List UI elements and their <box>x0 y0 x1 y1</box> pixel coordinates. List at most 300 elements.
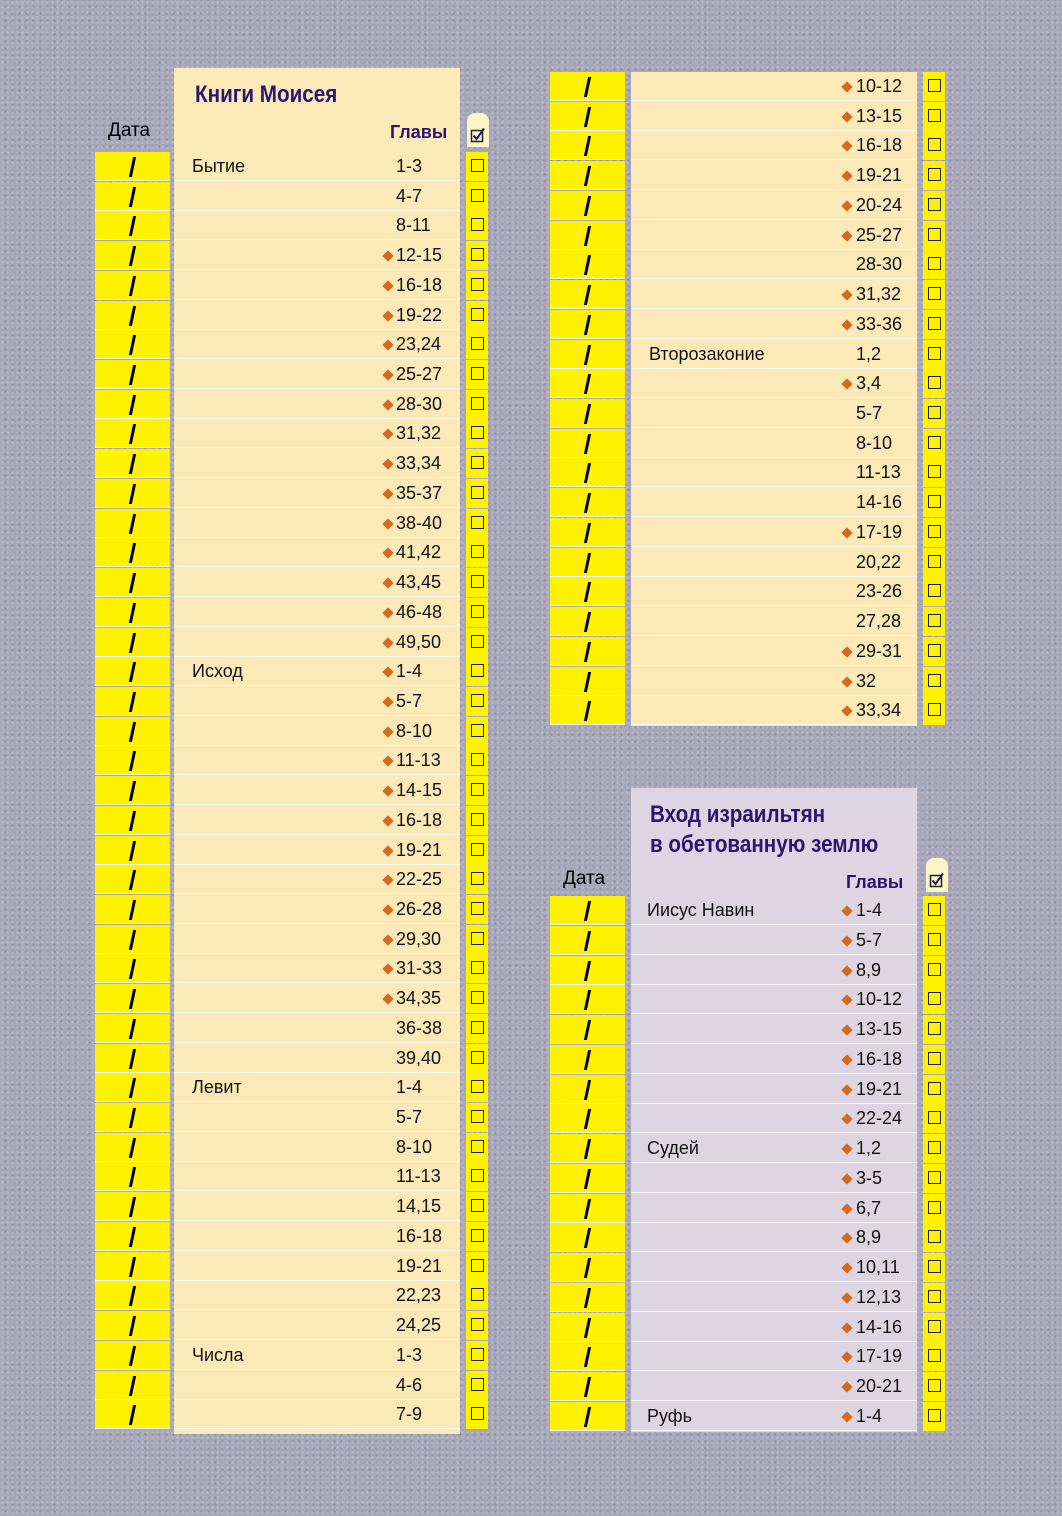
date-input[interactable] <box>95 865 170 894</box>
chapter-range: 8,9 <box>856 1227 882 1248</box>
table-row <box>550 607 945 636</box>
table-row <box>550 369 945 398</box>
date-input[interactable] <box>95 479 170 508</box>
date-input[interactable] <box>550 1134 625 1163</box>
read-checkbox[interactable] <box>923 1045 945 1074</box>
date-input[interactable] <box>95 984 170 1013</box>
book-name: Руфь <box>647 1405 692 1426</box>
table-row <box>95 1281 488 1310</box>
read-checkbox[interactable] <box>466 211 488 240</box>
read-checkbox[interactable] <box>923 161 945 190</box>
read-checkbox[interactable] <box>923 1164 945 1193</box>
table-row <box>550 1402 945 1431</box>
chapter-range: 8-10 <box>396 1136 433 1157</box>
table-row <box>95 1044 488 1073</box>
date-input[interactable] <box>95 925 170 954</box>
date-input[interactable] <box>550 429 625 458</box>
chapters-column-label: Главы <box>846 872 904 892</box>
table-row <box>95 776 488 805</box>
table-row <box>95 1252 488 1281</box>
date-input[interactable] <box>95 182 170 211</box>
read-checkbox[interactable] <box>923 1253 945 1282</box>
date-input[interactable] <box>95 1044 170 1073</box>
chapter-range: 12-15 <box>396 245 443 266</box>
chapter-range: 34,35 <box>396 988 442 1009</box>
chapter-range: 1-3 <box>396 156 423 176</box>
date-input[interactable] <box>95 598 170 627</box>
chapter-range: 31-33 <box>396 958 443 979</box>
date-input[interactable] <box>550 985 625 1014</box>
date-input[interactable] <box>95 895 170 924</box>
read-checkbox[interactable] <box>466 1252 488 1281</box>
date-input[interactable] <box>95 211 170 240</box>
chapter-range: 33,34 <box>396 453 442 474</box>
read-checkbox[interactable] <box>923 1075 945 1104</box>
read-checkbox[interactable] <box>466 806 488 835</box>
read-checkbox[interactable] <box>466 271 488 300</box>
date-input[interactable] <box>95 776 170 805</box>
table-row <box>550 429 945 458</box>
chapter-range: 26-28 <box>396 899 443 919</box>
table-row <box>95 1222 488 1251</box>
read-checkbox[interactable] <box>923 607 945 636</box>
chapter-range: 8-10 <box>396 720 433 741</box>
table-row <box>95 1133 488 1162</box>
read-checkbox[interactable] <box>923 191 945 220</box>
chapter-range: 5-7 <box>396 690 423 711</box>
date-input[interactable] <box>550 161 625 190</box>
chapter-range: 1-4 <box>396 1077 423 1098</box>
read-checkbox[interactable] <box>923 896 945 925</box>
read-checkbox[interactable] <box>923 72 945 101</box>
date-input[interactable] <box>550 1104 625 1133</box>
read-checkbox[interactable] <box>923 102 945 131</box>
date-input[interactable] <box>95 1281 170 1310</box>
chapter-range: 22-24 <box>856 1108 903 1129</box>
read-checkbox[interactable] <box>923 1372 945 1401</box>
table-row <box>95 746 488 775</box>
table-row <box>95 657 488 686</box>
date-input[interactable] <box>550 1283 625 1312</box>
date-input[interactable] <box>550 956 625 985</box>
chapter-range: 16-18 <box>856 135 903 156</box>
date-input[interactable] <box>95 1341 170 1370</box>
date-input[interactable] <box>95 1311 170 1340</box>
table-row <box>550 985 945 1014</box>
read-checkbox[interactable] <box>466 1014 488 1043</box>
date-input[interactable] <box>95 271 170 300</box>
read-checkbox[interactable] <box>466 568 488 597</box>
table-row <box>550 926 945 955</box>
date-input[interactable] <box>95 241 170 270</box>
table-row <box>95 449 488 478</box>
date-input[interactable] <box>550 518 625 547</box>
date-input[interactable] <box>95 1133 170 1162</box>
table-row <box>95 1103 488 1132</box>
read-checkbox[interactable] <box>923 399 945 428</box>
date-input[interactable] <box>550 1045 625 1074</box>
read-checkbox[interactable] <box>466 925 488 954</box>
chapter-range: 36-38 <box>396 1017 443 1038</box>
chapter-range: 14,15 <box>396 1196 442 1217</box>
date-input[interactable] <box>550 637 625 666</box>
table-row <box>95 628 488 657</box>
read-checkbox[interactable] <box>923 1194 945 1223</box>
date-input[interactable] <box>550 1342 625 1371</box>
chapter-range: 12,13 <box>856 1286 902 1307</box>
date-input[interactable] <box>550 1313 625 1342</box>
chapter-range: 20,22 <box>856 551 902 572</box>
date-input[interactable] <box>550 369 625 398</box>
read-checkbox[interactable] <box>466 301 488 330</box>
date-input[interactable] <box>95 152 170 181</box>
section-title-line2: в обетованную землю <box>650 831 879 858</box>
table-row <box>95 1162 488 1191</box>
chapter-range: 14-16 <box>856 492 903 513</box>
chapter-range: 19-22 <box>396 304 443 325</box>
read-checkbox[interactable] <box>466 241 488 270</box>
table-row <box>550 667 945 696</box>
read-checkbox[interactable] <box>923 577 945 606</box>
table-row <box>95 895 488 924</box>
chapter-range: 14-15 <box>396 780 443 801</box>
table-row <box>95 1341 488 1370</box>
date-input[interactable] <box>95 1192 170 1221</box>
read-checkbox[interactable] <box>923 1402 945 1431</box>
date-input[interactable] <box>550 1075 625 1104</box>
chapter-range: 5-7 <box>856 929 883 950</box>
read-checkbox[interactable] <box>923 926 945 955</box>
chapter-range: 8-10 <box>856 432 893 453</box>
read-checkbox[interactable] <box>923 1015 945 1044</box>
read-checkbox[interactable] <box>466 746 488 775</box>
book-name: Иисус Навин <box>647 900 755 920</box>
read-checkbox[interactable] <box>466 1371 488 1400</box>
table-row <box>550 956 945 985</box>
chapter-range: 5-7 <box>396 1107 423 1128</box>
date-column-label: Дата <box>108 120 151 141</box>
date-input[interactable] <box>550 926 625 955</box>
table-row <box>95 806 488 835</box>
read-checkbox[interactable] <box>466 1044 488 1073</box>
table-row <box>550 1075 945 1104</box>
read-checkbox[interactable] <box>466 360 488 389</box>
table-row <box>550 1164 945 1193</box>
date-input[interactable] <box>95 1103 170 1132</box>
table-row <box>550 250 945 279</box>
chapter-range: 19-21 <box>856 165 903 186</box>
read-checkbox[interactable] <box>923 131 945 160</box>
chapter-range: 7-9 <box>396 1404 423 1425</box>
chapter-range: 17-19 <box>856 521 903 542</box>
date-input[interactable] <box>95 301 170 330</box>
table-row <box>550 221 945 250</box>
table-row <box>550 310 945 339</box>
date-input[interactable] <box>550 250 625 279</box>
table-row <box>550 399 945 428</box>
table-row <box>95 360 488 389</box>
chapter-range: 28-30 <box>856 254 903 275</box>
table-row <box>95 211 488 240</box>
date-input[interactable] <box>95 1073 170 1102</box>
chapter-range: 13-15 <box>856 1019 903 1040</box>
read-checkbox[interactable] <box>466 865 488 894</box>
table-row <box>550 1253 945 1282</box>
read-checkbox[interactable] <box>466 836 488 865</box>
read-checkbox[interactable] <box>466 1400 488 1429</box>
date-input[interactable] <box>550 1372 625 1401</box>
table-row <box>95 1014 488 1043</box>
read-checkbox[interactable] <box>466 628 488 657</box>
date-input[interactable] <box>550 191 625 220</box>
table-row <box>550 1015 945 1044</box>
chapter-range: 38-40 <box>396 512 443 533</box>
date-input[interactable] <box>95 419 170 448</box>
checked-box-icon <box>467 113 489 147</box>
read-checkbox[interactable] <box>466 152 488 181</box>
book-name: Числа <box>192 1344 244 1365</box>
date-input[interactable] <box>95 954 170 983</box>
date-input[interactable] <box>550 488 625 517</box>
chapter-range: 10-12 <box>856 989 903 1010</box>
date-input[interactable] <box>550 577 625 606</box>
table-row <box>550 896 945 925</box>
date-input[interactable] <box>550 1253 625 1282</box>
read-checkbox[interactable] <box>923 1342 945 1371</box>
date-input[interactable] <box>95 509 170 538</box>
chapter-range: 22,23 <box>396 1285 442 1306</box>
book-name: Судей <box>647 1138 699 1159</box>
read-checkbox[interactable] <box>466 509 488 538</box>
date-input[interactable] <box>550 1223 625 1252</box>
table-row <box>550 1313 945 1342</box>
date-input[interactable] <box>550 399 625 428</box>
read-checkbox[interactable] <box>466 1281 488 1310</box>
date-input[interactable] <box>95 449 170 478</box>
table-row <box>550 72 945 101</box>
read-checkbox[interactable] <box>466 449 488 478</box>
date-input[interactable] <box>95 836 170 865</box>
table-row <box>95 1371 488 1400</box>
date-input[interactable] <box>550 458 625 487</box>
book-name: Бытие <box>192 156 246 176</box>
chapter-range: 14-16 <box>856 1316 903 1337</box>
read-checkbox[interactable] <box>466 1162 488 1191</box>
chapter-range: 17-19 <box>856 1346 903 1367</box>
chapter-range: 5-7 <box>856 403 883 424</box>
table-row <box>95 538 488 567</box>
chapter-range: 13-15 <box>856 105 903 126</box>
read-checkbox[interactable] <box>923 340 945 369</box>
date-input[interactable] <box>550 1194 625 1223</box>
read-checkbox[interactable] <box>923 637 945 666</box>
chapter-range: 31,32 <box>396 423 442 444</box>
chapter-range: 11-13 <box>856 462 901 483</box>
table-row <box>95 419 488 448</box>
read-checkbox[interactable] <box>466 598 488 627</box>
date-input[interactable] <box>550 667 625 696</box>
chapter-range: 16-18 <box>856 1048 903 1069</box>
chapter-range: 39,40 <box>396 1047 442 1068</box>
table-row <box>550 1223 945 1252</box>
table-row <box>95 865 488 894</box>
read-checkbox[interactable] <box>466 954 488 983</box>
read-checkbox[interactable] <box>923 1223 945 1252</box>
read-checkbox[interactable] <box>466 419 488 448</box>
read-checkbox[interactable] <box>923 1313 945 1342</box>
date-input[interactable] <box>95 1371 170 1400</box>
table-row <box>95 984 488 1013</box>
read-checkbox[interactable] <box>466 479 488 508</box>
date-input[interactable] <box>550 221 625 250</box>
read-checkbox[interactable] <box>466 1103 488 1132</box>
read-checkbox[interactable] <box>466 1073 488 1102</box>
table-row <box>550 577 945 606</box>
date-input[interactable] <box>550 607 625 636</box>
chapter-range: 8-11 <box>396 215 431 236</box>
table-row <box>95 301 488 330</box>
read-checkbox[interactable] <box>923 1134 945 1163</box>
chapter-range: 25-27 <box>396 364 443 385</box>
read-checkbox[interactable] <box>923 369 945 398</box>
table-row <box>550 1134 945 1163</box>
read-checkbox[interactable] <box>923 696 945 725</box>
table-row <box>95 954 488 983</box>
date-input[interactable] <box>550 896 625 925</box>
date-input[interactable] <box>550 310 625 339</box>
table-row <box>550 458 945 487</box>
date-input[interactable] <box>95 1014 170 1043</box>
chapter-range: 1,2 <box>856 1138 882 1159</box>
table-row <box>95 717 488 746</box>
chapter-range: 22-25 <box>396 869 443 890</box>
chapter-range: 1,2 <box>856 343 882 364</box>
read-checkbox[interactable] <box>466 895 488 924</box>
chapter-range: 33-36 <box>856 313 903 334</box>
date-input[interactable] <box>550 548 625 577</box>
table-row <box>95 925 488 954</box>
read-checkbox[interactable] <box>466 390 488 419</box>
table-row <box>95 1400 488 1429</box>
table-row <box>550 1342 945 1371</box>
chapter-range: 10-12 <box>856 76 903 96</box>
table-row <box>95 479 488 508</box>
read-checkbox[interactable] <box>923 1104 945 1133</box>
date-input[interactable] <box>95 1222 170 1251</box>
read-checkbox[interactable] <box>923 488 945 517</box>
date-input[interactable] <box>550 1015 625 1044</box>
date-input[interactable] <box>550 131 625 160</box>
read-checkbox[interactable] <box>923 956 945 985</box>
date-input[interactable] <box>550 72 625 101</box>
section-title-line1: Вход израильтян <box>650 801 826 828</box>
date-input[interactable] <box>95 687 170 716</box>
date-input[interactable] <box>550 696 625 725</box>
read-checkbox[interactable] <box>923 310 945 339</box>
read-checkbox[interactable] <box>466 1133 488 1162</box>
chapter-range: 43,45 <box>396 572 442 593</box>
read-checkbox[interactable] <box>466 1222 488 1251</box>
read-checkbox[interactable] <box>923 280 945 309</box>
read-checkbox[interactable] <box>923 985 945 1014</box>
chapter-range: 16-18 <box>396 809 443 830</box>
book-name: Исход <box>192 661 243 682</box>
date-input[interactable] <box>95 628 170 657</box>
read-checkbox[interactable] <box>466 717 488 746</box>
date-input[interactable] <box>95 1400 170 1429</box>
read-checkbox[interactable] <box>923 221 945 250</box>
date-input[interactable] <box>95 330 170 359</box>
chapter-range: 19-21 <box>396 839 443 860</box>
read-checkbox[interactable] <box>466 657 488 686</box>
read-checkbox[interactable] <box>466 1192 488 1221</box>
date-input[interactable] <box>95 1162 170 1191</box>
table-row <box>95 241 488 270</box>
read-checkbox[interactable] <box>466 1311 488 1340</box>
read-checkbox[interactable] <box>466 182 488 211</box>
read-checkbox[interactable] <box>923 548 945 577</box>
read-checkbox[interactable] <box>466 687 488 716</box>
read-checkbox[interactable] <box>923 458 945 487</box>
date-input[interactable] <box>95 746 170 775</box>
read-checkbox[interactable] <box>923 429 945 458</box>
date-input[interactable] <box>550 340 625 369</box>
date-input[interactable] <box>95 390 170 419</box>
date-input[interactable] <box>95 568 170 597</box>
chapter-range: 23,24 <box>396 334 442 355</box>
read-checkbox[interactable] <box>923 1283 945 1312</box>
chapter-range: 1-3 <box>396 1344 423 1365</box>
date-input[interactable] <box>550 1402 625 1431</box>
read-checkbox[interactable] <box>923 518 945 547</box>
date-input[interactable] <box>550 1164 625 1193</box>
table-row <box>550 1045 945 1074</box>
table-row <box>95 182 488 211</box>
chapter-range: 19-21 <box>856 1078 903 1099</box>
read-checkbox[interactable] <box>923 250 945 279</box>
date-input[interactable] <box>95 806 170 835</box>
table-row <box>550 340 945 369</box>
read-checkbox[interactable] <box>466 776 488 805</box>
chapter-range: 41,42 <box>396 542 442 563</box>
date-input[interactable] <box>95 717 170 746</box>
table-row <box>95 152 488 181</box>
table-row <box>95 1073 488 1102</box>
chapter-range: 29-31 <box>856 640 903 661</box>
book-name: Второзаконие <box>649 343 765 364</box>
chapter-range: 31,32 <box>856 284 902 305</box>
date-input[interactable] <box>95 538 170 567</box>
table-row <box>550 280 945 309</box>
date-input[interactable] <box>95 1252 170 1281</box>
read-checkbox[interactable] <box>466 1341 488 1370</box>
date-input[interactable] <box>550 280 625 309</box>
date-input[interactable] <box>550 102 625 131</box>
read-checkbox[interactable] <box>466 330 488 359</box>
table-row <box>95 330 488 359</box>
read-checkbox[interactable] <box>466 538 488 567</box>
date-input[interactable] <box>95 657 170 686</box>
chapters-column-label: Главы <box>390 122 448 142</box>
chapter-range: 23-26 <box>856 581 903 602</box>
table-row <box>550 1104 945 1133</box>
table-row <box>95 1192 488 1221</box>
read-checkbox[interactable] <box>923 667 945 696</box>
read-checkbox[interactable] <box>466 984 488 1013</box>
table-row <box>550 1283 945 1312</box>
chapter-range: 11-13 <box>396 1166 441 1187</box>
date-input[interactable] <box>95 360 170 389</box>
